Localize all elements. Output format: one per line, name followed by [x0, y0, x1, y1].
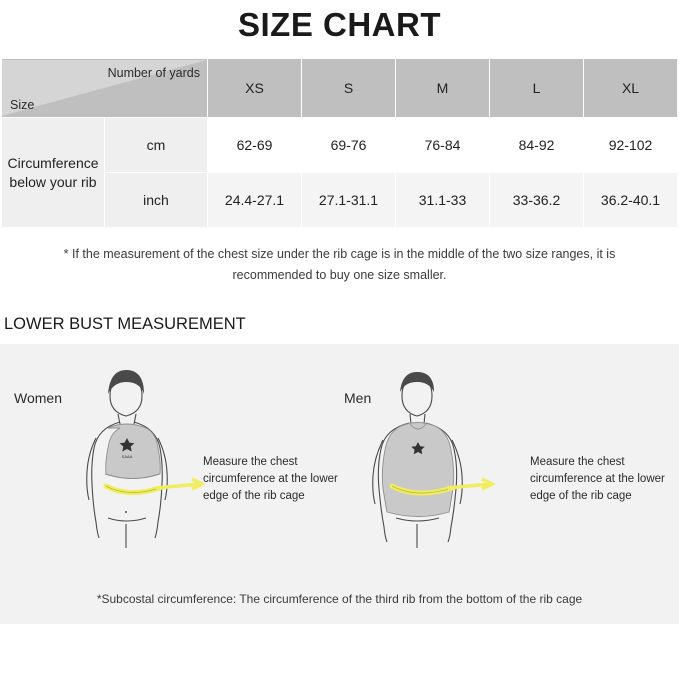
cell-inch-m: 31.1-33 [396, 173, 490, 228]
column-header-s: S [302, 59, 396, 118]
size-table-container [0, 58, 679, 228]
women-callout-text: Measure the chest circumference at the lower edge of the rib cage [203, 455, 338, 502]
cell-cm-l: 84-92 [490, 118, 584, 173]
column-header-xl: XL [584, 59, 678, 118]
page-title: SIZE CHART [238, 6, 441, 43]
column-header-xs: XS [208, 59, 302, 118]
table-header-row [2, 59, 678, 118]
corner-top-label: Number of yards [107, 66, 200, 80]
svg-text:SAAA: SAAA [121, 453, 133, 459]
cell-inch-s: 27.1-31.1 [302, 173, 396, 228]
cell-cm-s: 69-76 [302, 118, 396, 173]
illustration-panel [0, 344, 679, 624]
table-corner-cell [2, 59, 208, 118]
cell-inch-xl: 36.2-40.1 [584, 173, 678, 228]
illustration-footnote: *Subcostal circumference: The circumference of the third rib from the bottom of the rib cage [96, 591, 583, 606]
men-label: Men [344, 389, 372, 406]
size-note: * If the measurement of the chest size under the rib cage is in the middle of the two size ranges, it is recommended to buy one size smaller. [63, 247, 616, 283]
cell-cm-m: 76-84 [396, 118, 490, 173]
column-header-m: M [396, 59, 490, 118]
men-figure-icon [338, 366, 498, 556]
cell-cm-xl: 92-102 [584, 118, 678, 173]
cell-inch-l: 33-36.2 [490, 173, 584, 228]
men-callout-text: Measure the chest circumference at the lower edge of the rib cage [530, 455, 665, 502]
measure-arrow-icon [156, 479, 202, 489]
unit-cell-inch: inch [105, 173, 208, 228]
corner-bottom-label: Size [10, 98, 35, 112]
size-table [1, 58, 678, 228]
unit-cell-cm: cm [105, 118, 208, 173]
measure-arrow-icon [448, 479, 492, 489]
women-figure-icon [48, 366, 208, 556]
cell-cm-xs: 62-69 [208, 118, 302, 173]
cell-inch-xs: 24.4-27.1 [208, 173, 302, 228]
table-row [2, 118, 678, 173]
section-heading-lower-bust: LOWER BUST MEASUREMENT [4, 314, 246, 333]
column-header-l: L [490, 59, 584, 118]
women-label: Women [14, 389, 62, 406]
row-label-circumference: Circumference below your rib [2, 118, 105, 228]
